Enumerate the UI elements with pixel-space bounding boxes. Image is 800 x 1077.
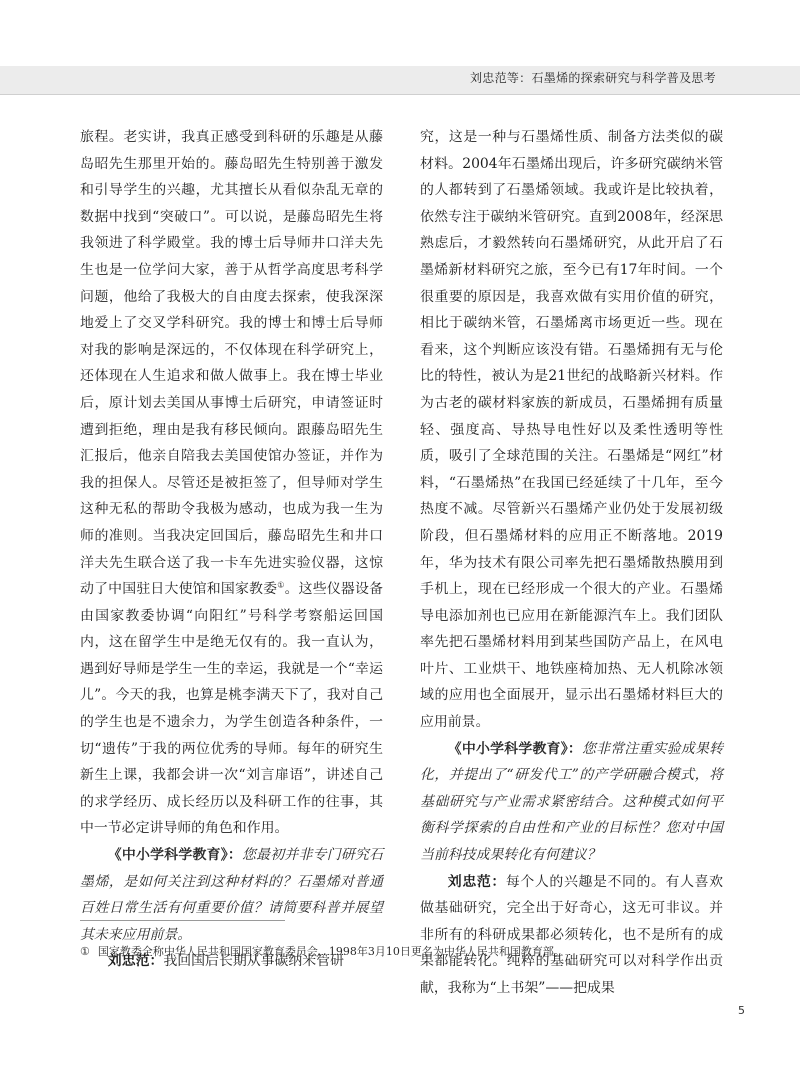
question-text: 您非常注重实验成果转化，并提出了“研发代工”的产学研融合模式，将基础研究与产业需求紧密结合。这种模式如何平衡科学探索的自由性和产业的目标性？您对中国当前科技成果转化有何建议？	[420, 740, 723, 864]
running-head: 刘忠范等：石墨烯的探索研究与科学普及思考	[469, 71, 716, 85]
answer-speaker: 刘忠范：	[107, 953, 164, 970]
footnote-text: 国家教委全称中华人民共和国国家教育委员会，1998年3月10日更名为中华人民共和国教育部。	[97, 945, 565, 958]
right-paragraph-1: 究，这是一种与石墨烯性质、制备方法类似的碳材料。2004年石墨烯出现后，许多研究碳纳米管的人都转到了石墨烯领域。我或许是比较执着，依然专注于碳纳米管研究。直到2008年，经深思熟虑后，才毅然转向石墨烯研究，从此开启了石墨烯新材料研究之旅，至今已有17年时间。一个很重要的原因是，我喜欢做有实用价值的研究，相比于碳纳米管，石墨烯离市场更近一些。现在看来，这个判断应该没有错。石墨烯拥有无与伦比的特性，被认为是21世纪的战略新兴材料。作为古老的碳材料家族的新成员，石墨烯拥有质量轻、强度高、导热导电性好以及柔性透明等性质，吸引了全球范围的关注。石墨烯是“网红”材料，“石墨烯热”在我国已经延续了十几年，至今热度不减。尽管新兴石墨烯产业仍处于发展初级阶段，但石墨烯材料的应用正不断落地。2019年，华为技术有限公司率先把石墨烯散热膜用到手机上，现在已经形成一个很大的产业。石墨烯导电添加剂也已应用在新能源汽车上。我们团队率先把石墨烯材料用到某些国防产品上，在风电叶片、工业烘干、地铁座椅加热、无人机除冰领域的应用也全面展开，显示出石墨烯材料巨大的应用前景。	[420, 129, 723, 731]
answer-paragraph	[420, 869, 723, 1002]
page-number: 5	[738, 1004, 745, 1017]
question-text: 您最初并非专门研究石墨烯，是如何关注到这种材料的？石墨烯对普通百姓日常生活有何重要价值？请简要科普并展望其未来应用前景。	[80, 847, 383, 943]
footnote-marker: ①	[80, 945, 90, 958]
interview-question	[420, 736, 723, 869]
answer-text: 每个人的兴趣是不同的。有人喜欢做基础研究，完全出于好奇心，这无可非议。并非所有的科研成果都必须转化，也不是所有的成果都能转化。纯粹的基础研究可以对科学作出贡献，我称为“上书架”——把成果	[420, 873, 723, 996]
answer-speaker: 刘忠范：	[447, 873, 506, 890]
left-paragraph-1-rest: 。这些仪器设备由国家教委协调“向阳红”号科学考察船运回国内，这在留学生中是绝无仅有的。我一直认为，遇到好导师是学生一生的幸运，我就是一个“幸运儿”。今天的我，也算是桃李满天下了，我对自己的学生也是不遗余力，为学生创造各种条件，一切“遗传”于我的两位优秀的导师。每年的研究生新生上课，我都会讲一次“刘言扉语”，讲述自己的求学经历、成长经历以及科研工作的往事，其中一节必定讲导师的角色和作用。	[80, 581, 383, 837]
right-column	[420, 124, 723, 1002]
question-speaker: 《中小学科学教育》：	[447, 740, 583, 757]
footnote-reference[interactable]: ①	[277, 580, 285, 590]
left-paragraph-1-text: 旅程。老实讲，我真正感受到科研的乐趣是从藤岛昭先生那里开始的。藤岛昭先生特别善于激发和引导学生的兴趣，尤其擅长从看似杂乱无章的数据中找到“突破口”。可以说，是藤岛昭先生将我领进了科学殿堂。我的博士后导师井口洋夫先生也是一位学问大家，善于从哲学高度思考科学问题，他给了我极大的自由度去探索，使我深深地爱上了交叉学科研究。我的博士和博士后导师对我的影响是深远的，不仅体现在科学研究上，还体现在人生追求和做人做事上。我在博士毕业后，原计划去美国从事博士后研究，申请签证时遭到拒绝，理由是我有移民倾向。跟藤岛昭先生汇报后，他亲自陪我去美国使馆办签证，并作为我的担保人。尽管还是被拒签了，但导师对学生这种无私的帮助令我极为感动，也成为我一生为师的准则。当我决定回国后，藤岛昭先生和井口洋夫先生联合送了我一卡车先进实验仪器，这惊动了中国驻日大使馆和国家教委	[80, 129, 383, 598]
interview-question	[80, 842, 383, 948]
question-speaker: 《中小学科学教育》：	[107, 847, 243, 864]
footnote	[80, 944, 720, 960]
left-paragraph-1	[80, 124, 383, 842]
left-column	[80, 124, 383, 975]
footnote-divider	[80, 920, 285, 921]
answer-text: 我回国后长期从事碳纳米管研	[163, 953, 344, 970]
header-rule	[0, 94, 800, 95]
